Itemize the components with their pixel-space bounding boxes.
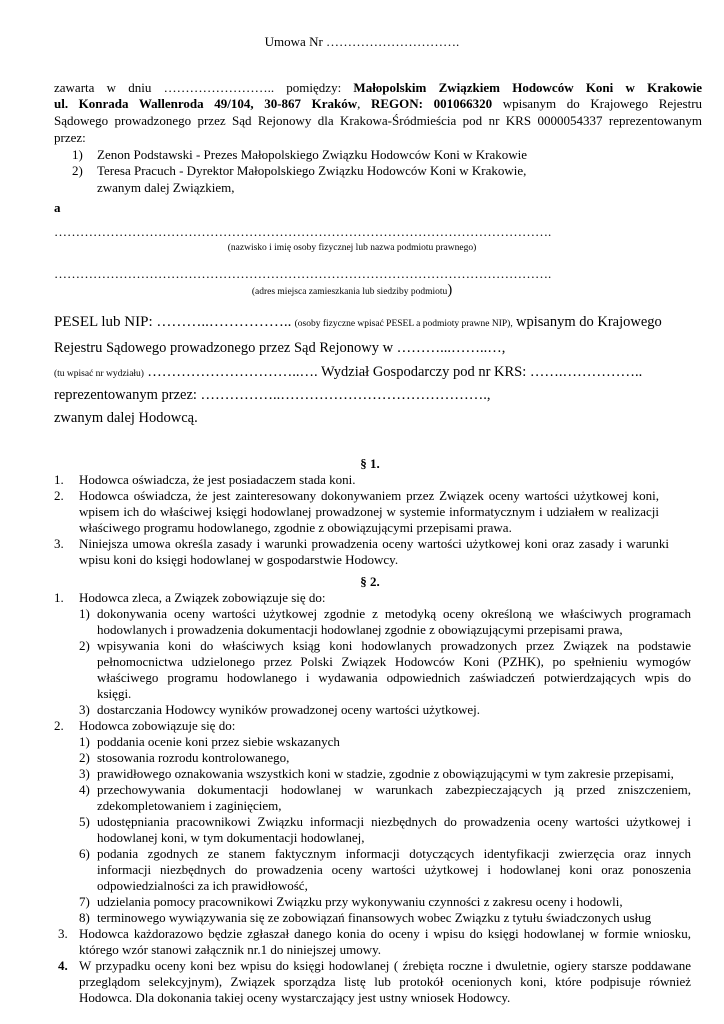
s1-p3-number: 3. — [54, 536, 64, 551]
s2-p4-line-1: W przypadku oceny koni bez wpisu do księgi hodowlanej ( źrebięta roczne i dwuletnie, ogiery starsze poddawane — [79, 958, 691, 973]
s2-b4-line-2: zdekompletowaniem i zaginięciem, — [97, 798, 282, 813]
wydzial-line: (tu wpisać nr wydziału) …………………………..…. Wydział Gospodarczy pod nr KRS: …….…………….. — [54, 364, 643, 380]
name-dotted-field: ……………………………………………………………………………………………………. — [54, 224, 552, 239]
s2-b5-number: 5) — [79, 814, 90, 829]
s2-p2-text: Hodowca zobowiązuje się do: — [79, 718, 236, 733]
zwanym-hodowca: zwanym dalej Hodowcą. — [54, 410, 198, 426]
rejestr-line: Rejestru Sądowego prowadzonego przez Sąd Rejonowy w ………...……..…, — [54, 340, 506, 356]
s2-b1-text: poddania ocenie koni przez siebie wskazanych — [97, 734, 340, 749]
s1-p2-number: 2. — [54, 488, 64, 503]
s2-b6-line-2: informacji niezbędnych do prowadzenia oceny wartości użytkowej i hodowlanej koni oraz ponoszenia — [97, 862, 691, 877]
s2-b4-number: 4) — [79, 782, 90, 797]
pesel-line: PESEL lub NIP: ………..…………….. (osoby fizyczne wpisać PESEL a podmioty prawne NIP), wpisanym do Krajowego — [54, 314, 662, 330]
s2-a2-line-3: właściwego programu hodowlanego i wydawania odpowiednich zaświadczeń potwierdzających wpis do — [97, 670, 691, 685]
s2-p4-line-3: Hodowca. Dla dokonania takiej oceny wystarczający jest ustny wniosek Hodowcy. — [79, 990, 511, 1005]
s2-b6-line-1: podania zgodnych ze stanem faktycznym informacji dotyczących identyfikacji zwierzęcia oraz innych — [97, 846, 691, 861]
reprezentowanym-line: reprezentowanym przez: ……………..……………………………………., — [54, 387, 491, 403]
s2-b3-number: 3) — [79, 766, 90, 781]
rep-2-number: 2) — [72, 163, 83, 178]
s2-b7-text: udzielania pomocy pracownikowi Związku przy wykonywaniu czynności z zakresu oceny i hodowli, — [97, 894, 623, 909]
intro-line-4: przez: — [54, 130, 86, 145]
s2-p3-line-1: Hodowca każdorazowo będzie zgłaszał danego konia do oceny i wpisu do księgi hodowlanej w formie wniosku, — [79, 926, 691, 941]
s2-b2-text: stosowania rozrodu kontrolowanego, — [97, 750, 290, 765]
s2-b5-line-2: hodowlanej koni, w tym dokumentacji hodowlanej, — [97, 830, 365, 845]
s2-a3-number: 3) — [79, 702, 90, 717]
s1-p2-line-3: właściwego programu hodowlanego, zgodnie z obowiązującymi przepisami prawa. — [79, 520, 512, 535]
s2-p1-number: 1. — [54, 590, 64, 605]
s2-b3-text: prawidłowego oznakowania wszystkich koni w stadzie, zgodnie z obowiązującymi w tym zakresie przepisami, — [97, 766, 674, 781]
s2-p3-line-2: którego wzór stanowi załącznik nr.1 do niniejszej umowy. — [79, 942, 382, 957]
s2-b4-line-1: przechowywania dokumentacji hodowlanej w warunkach zabezpieczających ją przed zniszczeniem, — [97, 782, 691, 797]
intro-line-3: Sądowego prowadzonego przez Sąd Rejonowy dla Krakowa-Śródmieścia pod nr KRS 0000054337 reprezentowanym — [54, 113, 702, 128]
name-field-caption: (nazwisko i imię osoby fizycznej lub nazwa podmiotu prawnego) — [227, 243, 477, 253]
s2-a2-line-2: pełnomocnictwa udzielonego przez Polski Związek Hodowców Koni (PZHK), po spełnieniu wymogów — [97, 654, 691, 669]
s2-a3-text: dostarczania Hodowcy wyników prowadzonej oceny wartości użytkowej. — [97, 702, 481, 717]
and-conjunction: a — [54, 200, 61, 215]
address-field-caption: (adres miejsca zamieszkania lub siedziby podmiotu) — [251, 282, 453, 298]
s2-b7-number: 7) — [79, 894, 90, 909]
section-1-heading: § 1. — [360, 456, 380, 471]
s2-a2-line-1: wpisywania koni do właściwych ksiąg koni hodowlanych prowadzonych przez Związek na podstawie — [97, 638, 691, 653]
intro-line-2: ul. Konrada Wallenroda 49/104, 30-867 Kraków, REGON: 001066320 wpisanym do Krajowego Rejestru — [54, 96, 703, 111]
s2-b6-line-3: odpowiedzialności za ich prawidłowość, — [97, 878, 308, 893]
intro-line-1: zawarta w dniu …………………….. pomiędzy: Małopolskim Związkiem Hodowców Koni w Krakowie — [54, 80, 702, 95]
s2-b1-number: 1) — [79, 734, 90, 749]
s2-p4-line-2: przeglądom selekcyjnym), Związek sporządza listę lub protokół ocenionych koni, które podpisuje również — [79, 974, 691, 989]
s1-p2-line-2: wpisem ich do właściwej księgi hodowlanej prowadzonej w systemie informatycznym i udziałem w realizacji — [79, 504, 659, 519]
rep-1-number: 1) — [72, 147, 83, 162]
s2-a1-line-1: dokonywania oceny wartości użytkowej zgodnie z metodyką oceny określoną we właściwych programach — [97, 606, 691, 621]
s1-p1-number: 1. — [54, 472, 64, 487]
contract-title: Umowa Nr …………………………. — [264, 34, 460, 49]
s2-b5-line-1: udostępniania pracownikowi Związku informacji niezbędnych do prowadzenia oceny wartości użytkowej i — [97, 814, 691, 829]
rep-2-text: Teresa Pracuch - Dyrektor Małopolskiego Związku Hodowców Koni w Krakowie, — [97, 163, 527, 178]
s2-p2-number: 2. — [54, 718, 64, 733]
s2-a2-line-4: księgi. — [97, 686, 132, 701]
s2-b8-text: terminowego wywiązywania się ze zobowiązań finansowych wobec Związku z tytułu świadczonych usług — [97, 910, 652, 925]
s2-b6-number: 6) — [79, 846, 90, 861]
s1-p3-line-1: Niniejsza umowa określa zasady i warunki prowadzenia oceny wartości użytkowej koni oraz zasady i warunki — [79, 536, 669, 551]
rep-1-text: Zenon Podstawski - Prezes Małopolskiego Związku Hodowców Koni w Krakowie — [97, 147, 528, 162]
zwanym-zwiazkiem: zwanym dalej Związkiem, — [97, 180, 235, 195]
s2-p1-text: Hodowca zleca, a Związek zobowiązuje się do: — [79, 590, 326, 605]
s2-p3-number: 3. — [58, 926, 68, 941]
s1-p1-text: Hodowca oświadcza, że jest posiadaczem stada koni. — [79, 472, 356, 487]
s2-p4-number: 4. — [58, 958, 68, 973]
s2-b2-number: 2) — [79, 750, 90, 765]
s2-b8-number: 8) — [79, 910, 90, 925]
address-dotted-field: ……………………………………………………………………………………………………. — [54, 266, 552, 281]
s2-a1-number: 1) — [79, 606, 90, 621]
s1-p2-line-1: Hodowca oświadcza, że jest zainteresowany dokonywaniem przez Związek oceny wartości użytkowej koni, — [79, 488, 659, 503]
section-2-heading: § 2. — [360, 574, 380, 589]
s1-p3-line-2: wpisu koni do księgi hodowlanej w gospodarstwie Hodowcy. — [79, 552, 399, 567]
s2-a2-number: 2) — [79, 638, 90, 653]
s2-a1-line-2: hodowlanych i prowadzenia dokumentacji hodowlanej zgodnie z obowiązującymi przepisami prawa, — [97, 622, 623, 637]
